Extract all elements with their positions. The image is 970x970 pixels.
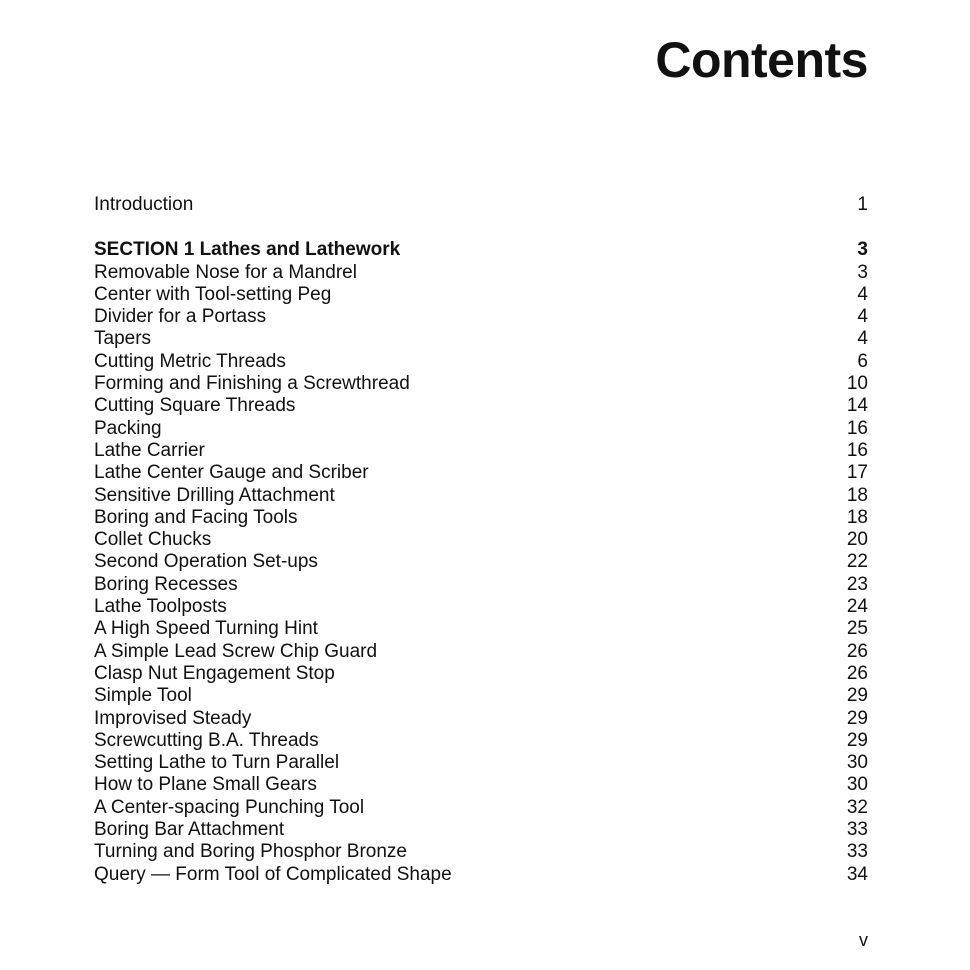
toc-entry <box>94 529 868 551</box>
toc-entry-label: Improvised Steady <box>94 707 252 729</box>
page-title: Contents <box>655 32 868 88</box>
toc-entry <box>94 685 868 707</box>
toc-entry-label: Divider for a Portass <box>94 306 267 328</box>
toc-entry <box>94 507 868 529</box>
toc-entry-page: 4 <box>857 283 868 305</box>
toc-entry-label: Turning and Boring Phosphor Bronze <box>94 841 407 863</box>
toc-entry-page: 14 <box>846 395 868 417</box>
toc-entry-label: Removable Nose for a Mandrel <box>94 261 357 283</box>
toc-entry-page: 26 <box>846 662 868 684</box>
toc-entry-page: 22 <box>846 551 868 573</box>
toc-entry <box>94 418 868 440</box>
toc-entry-page: 25 <box>846 618 868 640</box>
toc-entry-label: Clasp Nut Engagement Stop <box>94 662 335 684</box>
toc-entry <box>94 708 868 730</box>
toc-entry <box>94 551 868 573</box>
toc-entry-label: A Center-spacing Punching Tool <box>94 796 365 818</box>
toc-entry <box>94 618 868 640</box>
toc-entry-label: Setting Lathe to Turn Parallel <box>94 752 340 774</box>
toc-entry-introduction <box>94 194 868 216</box>
toc-entry <box>94 774 868 796</box>
toc-entry-label: Boring and Facing Tools <box>94 506 298 528</box>
toc-entry <box>94 306 868 328</box>
toc-entry <box>94 663 868 685</box>
toc-entry-page: 4 <box>857 306 868 328</box>
toc-entry <box>94 864 868 886</box>
toc-entry-page: 17 <box>846 462 868 484</box>
toc-entry-label: A High Speed Turning Hint <box>94 618 318 640</box>
toc-entry <box>94 641 868 663</box>
toc-entry-page: 10 <box>846 373 868 395</box>
toc-entry-label: Query — Form Tool of Complicated Shape <box>94 863 452 885</box>
toc-section-heading <box>94 239 868 261</box>
toc-entry-page: 33 <box>846 819 868 841</box>
toc-entry <box>94 440 868 462</box>
toc-entry-label: Boring Bar Attachment <box>94 819 285 841</box>
toc-entry-page: 16 <box>846 439 868 461</box>
toc-entry-page: 29 <box>846 707 868 729</box>
toc-entry-label: Lathe Toolposts <box>94 596 227 618</box>
section-page: 3 <box>857 239 868 261</box>
toc-entry-label: Boring Recesses <box>94 573 238 595</box>
toc-entry <box>94 574 868 596</box>
toc-entry <box>94 351 868 373</box>
toc-entry-page: 6 <box>857 350 868 372</box>
toc-entry-label: Lathe Carrier <box>94 439 205 461</box>
toc-entry-label: Introduction <box>94 194 194 215</box>
toc-entry-page: 29 <box>846 729 868 751</box>
toc-entry-page: 24 <box>846 596 868 618</box>
toc-entry-label: Sensitive Drilling Attachment <box>94 484 335 506</box>
toc-entry-label: Second Operation Set-ups <box>94 551 318 573</box>
toc-entry <box>94 596 868 618</box>
toc-entry-page: 26 <box>846 640 868 662</box>
toc-entry-label: Lathe Center Gauge and Scriber <box>94 462 369 484</box>
toc-entry <box>94 819 868 841</box>
toc-entry <box>94 841 868 863</box>
toc-entry <box>94 395 868 417</box>
toc-entry-label: Cutting Metric Threads <box>94 350 286 372</box>
toc-entry <box>94 462 868 484</box>
toc-entry-page: 20 <box>846 529 868 551</box>
toc-entry-page: 32 <box>846 796 868 818</box>
toc-entry-page: 23 <box>846 573 868 595</box>
toc-entries-list <box>94 262 868 886</box>
toc-entry-page: 33 <box>846 841 868 863</box>
toc-entry <box>94 328 868 350</box>
toc-entry-page: 1 <box>857 194 868 215</box>
toc-entry-label: Simple Tool <box>94 685 192 707</box>
toc-entry-page: 18 <box>846 484 868 506</box>
toc-entry-page: 34 <box>846 863 868 885</box>
toc-entry <box>94 752 868 774</box>
toc-entry-page: 18 <box>846 506 868 528</box>
toc-entry <box>94 730 868 752</box>
toc-entry-page: 29 <box>846 685 868 707</box>
page-folio: v <box>859 930 868 950</box>
toc-entry-label: Center with Tool-setting Peg <box>94 283 332 305</box>
toc-entry-label: A Simple Lead Screw Chip Guard <box>94 640 378 662</box>
toc-entry <box>94 485 868 507</box>
toc-entry <box>94 797 868 819</box>
toc-entry-label: Screwcutting B.A. Threads <box>94 729 319 751</box>
toc-entry-page: 4 <box>857 328 868 350</box>
toc-entry-label: How to Plane Small Gears <box>94 774 317 796</box>
toc-entry-page: 16 <box>846 417 868 439</box>
toc-entry-page: 30 <box>846 774 868 796</box>
toc-entry-label: Cutting Square Threads <box>94 395 296 417</box>
toc-entry-page: 3 <box>857 261 868 283</box>
table-of-contents <box>94 194 868 886</box>
section-label: SECTION 1 Lathes and Lathework <box>94 239 401 261</box>
toc-entry-label: Forming and Finishing a Screwthread <box>94 373 410 395</box>
toc-entry <box>94 284 868 306</box>
toc-entry <box>94 373 868 395</box>
toc-entry-label: Packing <box>94 417 162 439</box>
toc-entry-label: Tapers <box>94 328 152 350</box>
toc-entry-label: Collet Chucks <box>94 529 212 551</box>
toc-entry <box>94 262 868 284</box>
toc-entry-page: 30 <box>846 752 868 774</box>
